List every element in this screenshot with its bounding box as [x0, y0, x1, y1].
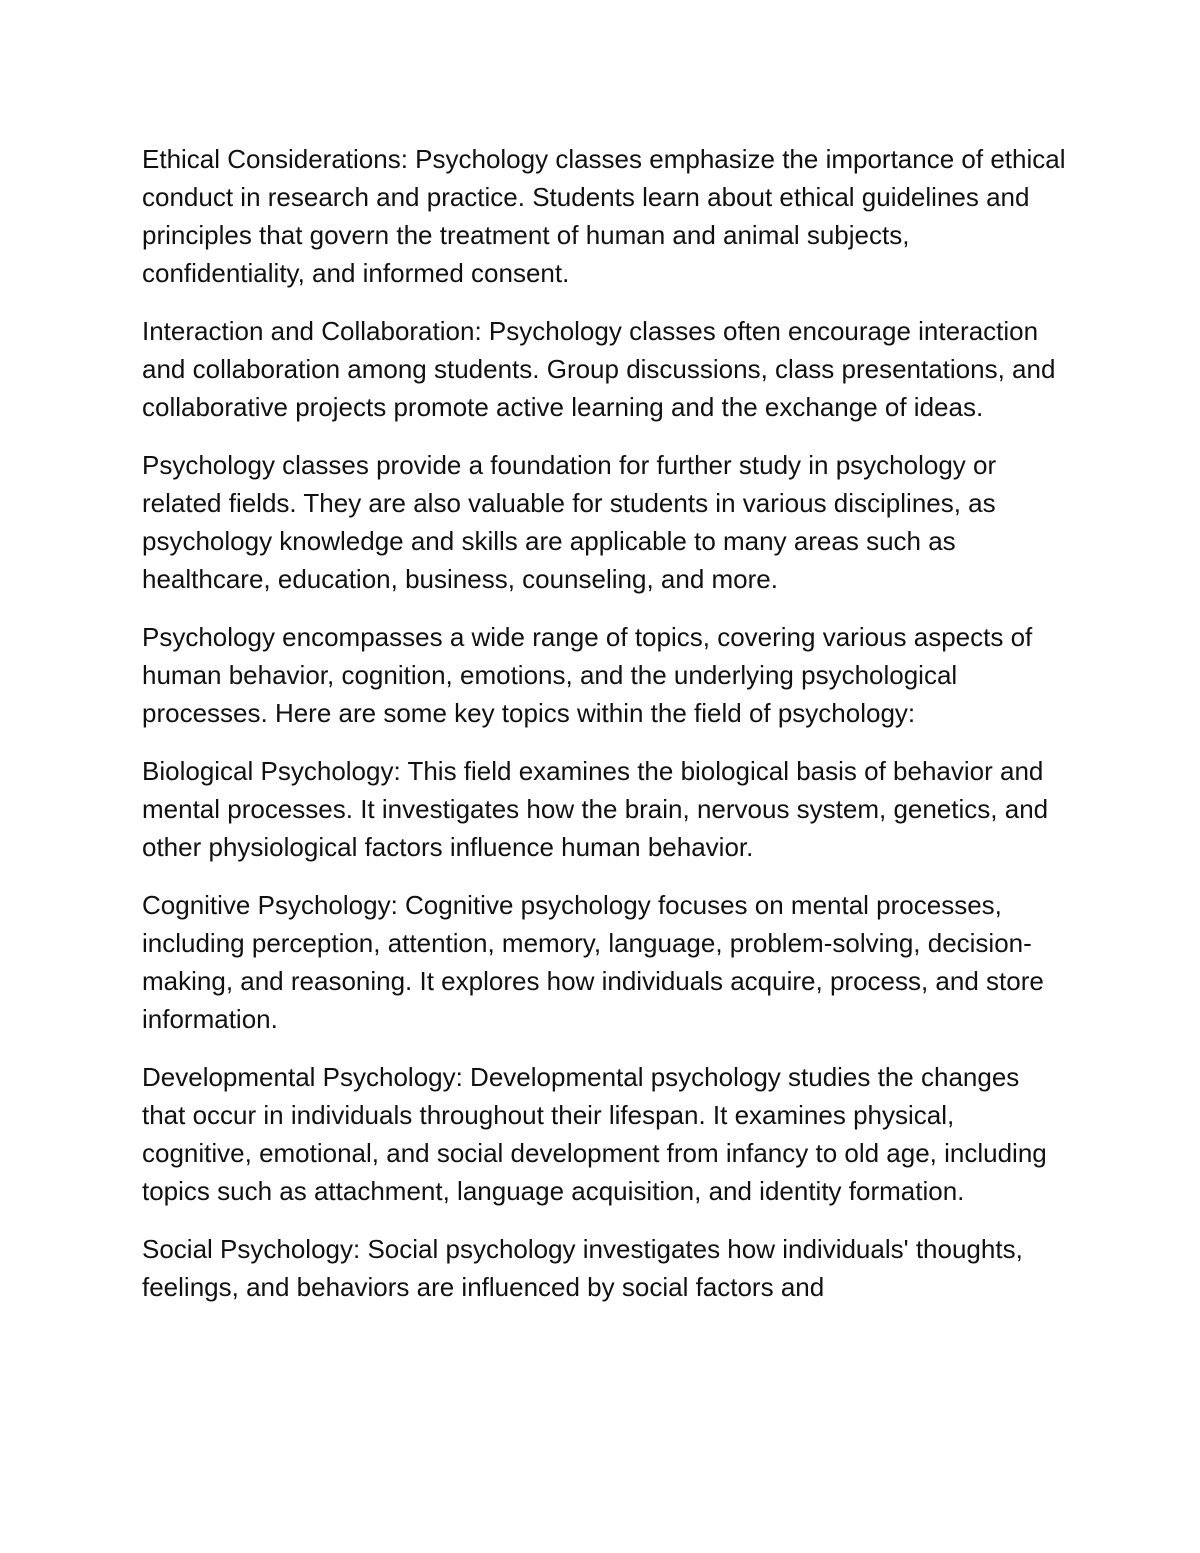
- paragraph-topics-intro: Psychology encompasses a wide range of topics, covering various aspects of human behavior, cognition, emotions, and the underlying psychological processes. Here are some key topics within the field of psychology:: [142, 622, 1033, 728]
- paragraph-foundation: Psychology classes provide a foundation for further study in psychology or related fields. They are also valuable for students in various disciplines, as psychology knowledge and skills are applicable to many areas such as healthcare, education, business, counseling, and more.: [142, 450, 997, 594]
- paragraph-social-psychology: Social Psychology: Social psychology investigates how individuals' thoughts, feelings, and behaviors are influenced by social factors and: [142, 1234, 1023, 1302]
- paragraph-developmental-psychology: Developmental Psychology: Developmental psychology studies the changes that occur in individuals throughout their lifespan. It examines physical, cognitive, emotional, and social development from infancy to old age, including topics such as attachment, language acquisition, and identity formation.: [142, 1062, 1047, 1206]
- paragraph-interaction-collaboration: Interaction and Collaboration: Psychology classes often encourage interaction and collaboration among students. Group discussions, class presentations, and collaborative projects promote active learning and the exchange of ideas.: [142, 316, 1056, 422]
- document-body: [142, 140, 1067, 1326]
- paragraph-cognitive-psychology: Cognitive Psychology: Cognitive psychology focuses on mental processes, including perception, attention, memory, language, problem-solving, decision-making, and reasoning. It explores how individuals acquire, process, and store information.: [142, 890, 1044, 1034]
- paragraph-biological-psychology: Biological Psychology: This field examines the biological basis of behavior and mental processes. It investigates how the brain, nervous system, genetics, and other physiological factors influence human behavior.: [142, 756, 1049, 862]
- paragraph-ethical-considerations: Ethical Considerations: Psychology classes emphasize the importance of ethical conduct in research and practice. Students learn about ethical guidelines and principles that govern the treatment of human and animal subjects, confidentiality, and informed consent.: [142, 144, 1066, 288]
